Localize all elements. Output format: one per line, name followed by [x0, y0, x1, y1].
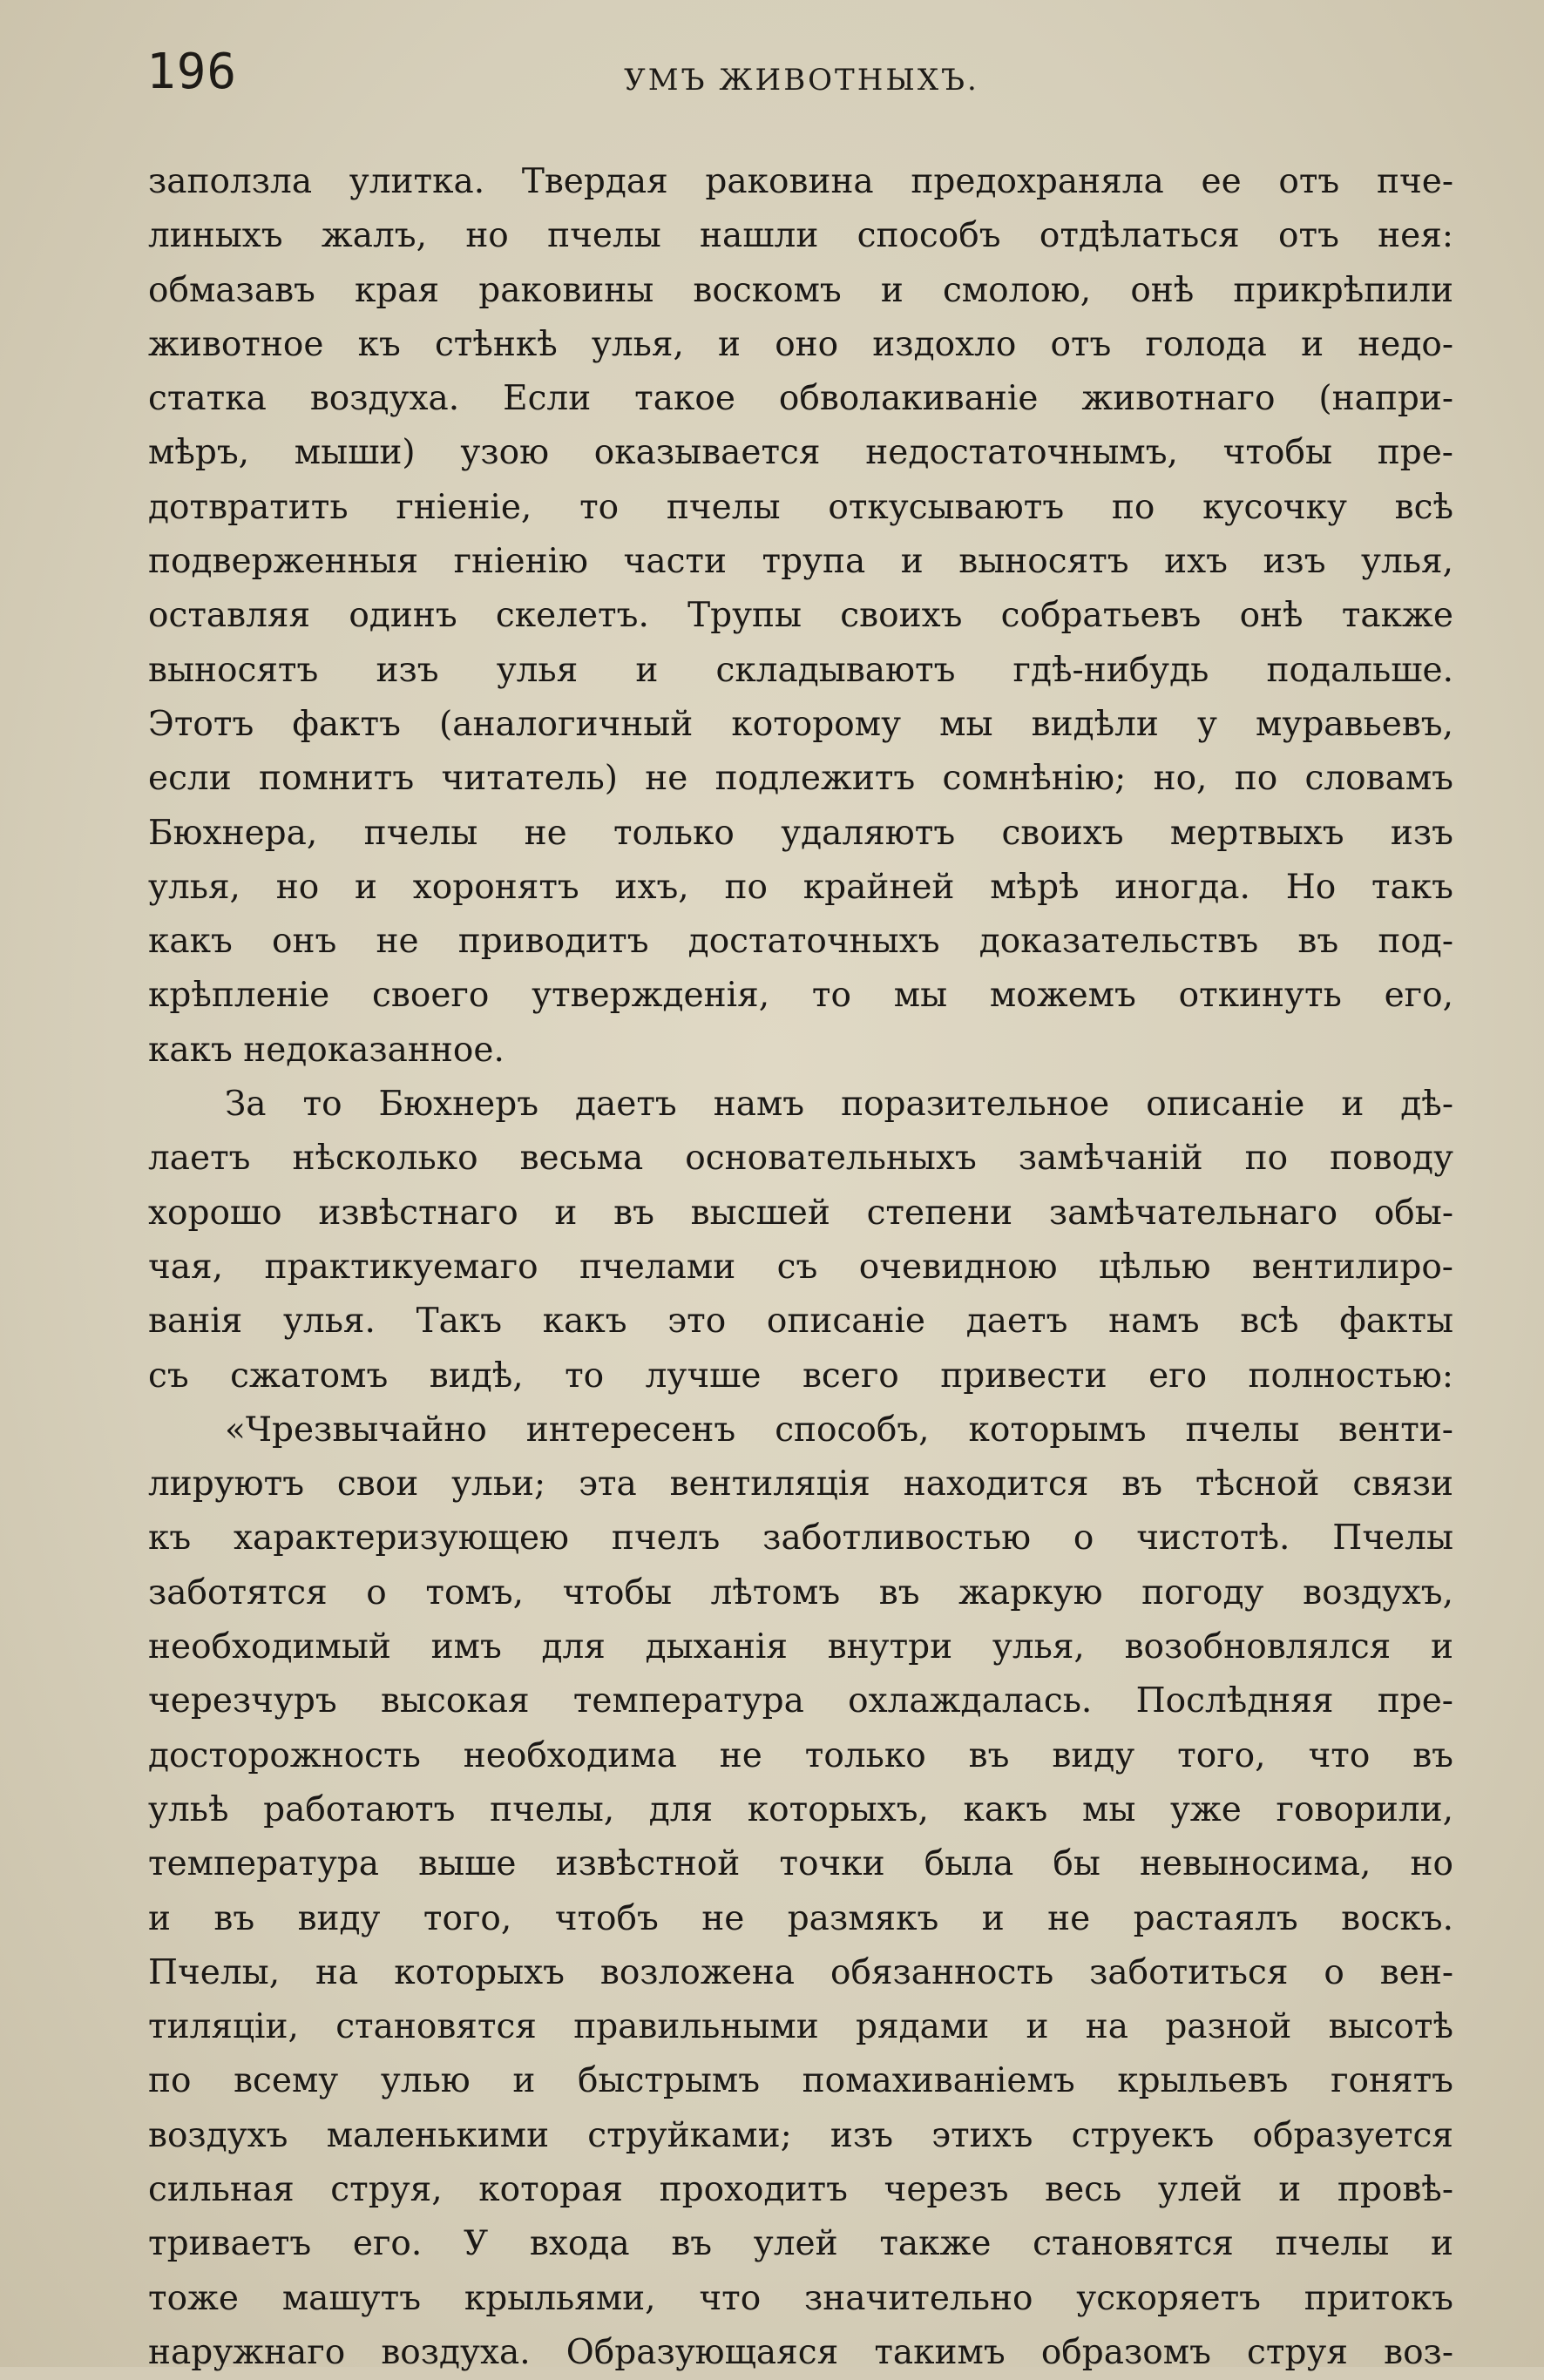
text-line: Этотъ фактъ (аналогичный которому мы видѣли у муравьевъ, [148, 704, 1453, 744]
text-line: Пчелы, на которыхъ возложена обязанность заботиться о вен- [148, 1952, 1453, 1992]
text-line: воздухъ маленькими струйками; изъ этихъ струекъ образуется [148, 2115, 1453, 2155]
text-line: температура выше извѣстной точки была бы невыносима, но [148, 1844, 1453, 1884]
text-line: заползла улитка. Твердая раковина предохраняла ее отъ пче- [148, 162, 1453, 201]
text-line: За то Бюхнеръ даетъ намъ поразительное описаніе и дѣ- [225, 1085, 1453, 1125]
text-line: ванія улья. Такъ какъ это описаніе даетъ намъ всѣ факты [148, 1302, 1453, 1342]
text-line: животное къ стѣнкѣ улья, и оно издохло отъ голода и недо- [148, 324, 1453, 364]
page-number: 196 [146, 44, 238, 100]
text-line: чая, практикуемаго пчелами съ очевидною цѣлью вентилиро- [148, 1247, 1453, 1287]
body-text [148, 155, 1453, 2380]
text-line: какъ недоказанное. [148, 1030, 505, 1070]
page-header [146, 44, 1457, 105]
text-line: «Чрезвычайно интересенъ способъ, которымъ пчелы венти- [225, 1410, 1453, 1450]
text-line: лаетъ нѣсколько весьма основательныхъ замѣчаній по поводу [148, 1139, 1453, 1179]
text-line: выносятъ изъ улья и складываютъ гдѣ-нибудь подальше. [148, 650, 1453, 690]
text-line: черезчуръ высокая температура охлаждалась. Послѣдняя пре- [148, 1681, 1453, 1721]
text-line: лируютъ свои ульи; эта вентиляція находится въ тѣсной связи [148, 1464, 1453, 1504]
text-line: крѣпленіе своего утвержденія, то мы можемъ откинуть его, [148, 976, 1453, 1016]
text-line: обмазавъ края раковины воскомъ и смолою, онѣ прикрѣпили [148, 270, 1453, 310]
running-title: УМЪ ЖИВОТНЫХЪ. [624, 63, 979, 98]
text-line: къ характеризующею пчелъ заботливостью о чистотѣ. Пчелы [148, 1518, 1453, 1558]
text-line: оставляя одинъ скелетъ. Трупы своихъ собратьевъ онѣ также [148, 596, 1453, 636]
text-line: какъ онъ не приводитъ достаточныхъ доказательствъ въ под- [148, 922, 1453, 962]
text-line: хорошо извѣстнаго и въ высшей степени замѣчательнаго обы- [148, 1193, 1453, 1233]
text-line: досторожность необходима не только въ виду того, что въ [148, 1735, 1453, 1775]
text-line: наружнаго воздуха. Образующаяся такимъ образомъ струя воз- [148, 2332, 1453, 2372]
text-line: если помнитъ читатель) не подлежитъ сомнѣнію; но, по словамъ [148, 759, 1453, 799]
text-line: ульѣ работаютъ пчелы, для которыхъ, какъ мы уже говорили, [148, 1789, 1453, 1829]
text-line: дотвратить гніеніе, то пчелы откусываютъ по кусочку всѣ [148, 487, 1453, 527]
text-line: и въ виду того, чтобъ не размякъ и не растаялъ воскъ. [148, 1898, 1453, 1938]
text-line: тоже машутъ крыльями, что значительно ускоряетъ притокъ [148, 2278, 1453, 2318]
text-line: необходимый имъ для дыханія внутри улья, возобновлялся и [148, 1627, 1453, 1667]
text-line: подверженныя гніенію части трупа и выносятъ ихъ изъ улья, [148, 542, 1453, 582]
text-line: съ сжатомъ видѣ, то лучше всего привести его полностью: [148, 1356, 1453, 1396]
text-line: заботятся о томъ, чтобы лѣтомъ въ жаркую погоду воздухъ, [148, 1572, 1453, 1613]
text-line: Бюхнера, пчелы не только удаляютъ своихъ мертвыхъ изъ [148, 813, 1453, 853]
text-line: по всему улью и быстрымъ помахиваніемъ крыльевъ гонятъ [148, 2061, 1453, 2101]
text-line: сильная струя, которая проходитъ черезъ весь улей и провѣ- [148, 2169, 1453, 2209]
text-line: триваетъ его. У входа въ улей также становятся пчелы и [148, 2224, 1453, 2264]
text-line: статка воздуха. Если такое обволакиваніе животнаго (напри- [148, 379, 1453, 419]
text-line: линыхъ жалъ, но пчелы нашли способъ отдѣлаться отъ нея: [148, 216, 1453, 256]
text-line: тиляціи, становятся правильными рядами и на разной высотѣ [148, 2007, 1453, 2047]
text-line: улья, но и хоронятъ ихъ, по крайней мѣрѣ иногда. Но такъ [148, 867, 1453, 907]
text-line: мѣръ, мыши) узою оказывается недостаточнымъ, чтобы пре- [148, 433, 1453, 473]
